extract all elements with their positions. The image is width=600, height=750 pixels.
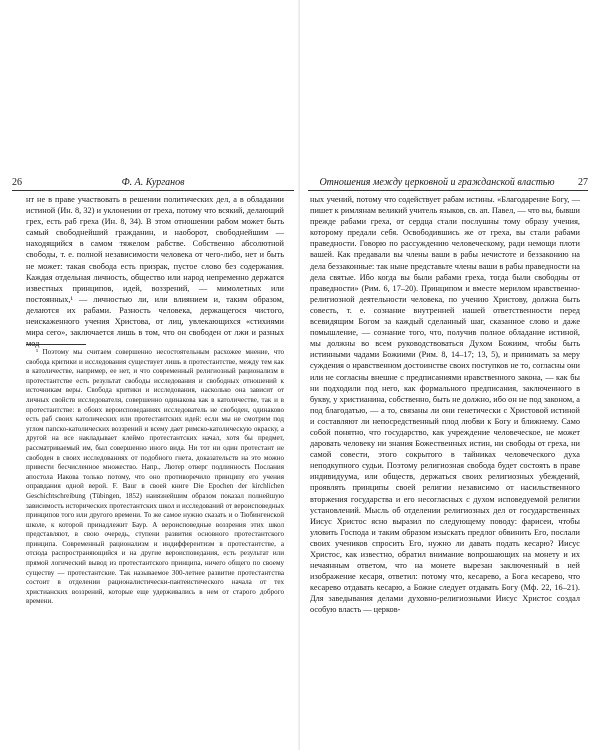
footnote xyxy=(26,348,284,607)
running-head-left xyxy=(12,176,294,190)
paragraph: нт не в праве участвовать в решении политических дел, а в обладании истиной (Ин. 8, 32) и уклонении от греха, потому что всякий, делающий грех, есть раб греха (Ин. 8, 34). В этом отношении рабом может быть самый свободнейший гражданин, и наоборот, свободнейшим — находящийся в самом тяжелом рабстве. Собственно абсолютной свободы, т. е. полной независимости человека от чего-либо, нет и быть не может: такая свобода есть призрак, пустое слово без содержания. Каждая отдельная личность, общество или народ непременно держатся известных принципов, идей, воззрений, — мимолетных или постоянных,¹ — личностью ли, или влиянием и, таким образом, делаются их рабами. Разность человека, держащегося чистого, неискаженного учения Христова, от лиц, увлекающихся «стихиями мира сего», заключается лишь в том, что он свободен от лжи и разных мод xyxy=(26,195,284,349)
footnote-rule xyxy=(26,344,86,345)
right-page xyxy=(300,0,600,750)
running-head-chapter: Отношения между церковной и гражданской властью xyxy=(319,177,555,188)
footnote-text: ¹ Поэтому мы считаем совершенно несостоятельным расхожее мнение, что свобода критики и исследования существует лишь в протестантстве, между тем как в католичестве, например, ее нет, и что современный религиозный рационализм в протестантстве есть результат свободы исследования и свободных отношений к источникам веры. Свобода критики и исследования, насколько она зависит от личных свойств исследователя, совершенно одинакова как в католичестве, так и в протестантстве: в обоих вероисповеданиях исследователь не свободен, одинаково есть раб своих католических или протестантских идей: если мы не смотрим под углом папско-католических воззрений и всему дает римско-католическую окраску, а другой на все накладывает клеймо протестантских начал, хотя бы предмет, рассматриваемый им, был совершенно иного вида. Ни тот ни один протестант не свободен в своих исследованиях от подобного гнета, доказательств на это можно привести бесчисленное множество. Напр., Лютер отверг подлинность Послания апостола Иакова только потому, что оно противоречило принципу его учения оправдания одной верой. F. Baur в своей книге Die Epochen der kirchlichen Geschichtschreibung (Tübingen, 1852) наиязнейшим образом показал полнейшую зависимость исторических протестантских школ и исследований от вероисповедных принципов того или другого времени. То же самое нужно сказать и о Тюбингенской школе, к которой принадлежит Баур. А вероисповедные воззрения этих школ представляют, в свою очередь, ступени развития основного протестантского принципа. Современный рационализм и индифферентизм в протестантстве, а отсюда распространяющийся и на другие вероисповедания, есть результат или прямой логический вывод из протестантского принципа, ничего общего по своему существу — протестантские. Так называемое 300-летнее развитие протестантства состоит в отделении рационалистически-пантеистического начала от тех христианских воззрений, которые еще удерживались в нем от старого доброго времени. xyxy=(26,348,284,606)
main-text-left xyxy=(26,194,284,349)
running-head-right xyxy=(308,176,588,190)
running-head-author: Ф. А. Курганов xyxy=(121,177,185,188)
page-number-right: 27 xyxy=(578,177,588,188)
header-rule-left xyxy=(12,190,294,191)
main-text-right xyxy=(310,194,580,616)
header-rule-right xyxy=(308,190,588,191)
paragraph: ных учений, потому что содействует рабам истины. «Благодарение Богу, — пишет к римлянам великий учитель языков, св. ап. Павел, — что вы, бывши прежде рабами греха, от сердца стали послушны тому образу учения, которому предали себя. Освободившись же от греха, вы стали рабами праведности. Говорю по рассуждению человеческому, ради немощи плоти вашей. Как предавали вы члены ваши в рабы нечистоте и беззаконию на дела беззаконные: так ныне представьте члены ваши в рабы праведности на дела святые. Ибо когда вы были рабами греха, тогда были свободны от праведности» (Рим. 6, 17–20). Принципом и вместе мерилом нравственно-религиозной деятельности человека, по учению Христову, должна быть совесть, т. е. сознание внутренней нашей ответственности перед всевидящим Богом за каждый сделанный шаг, сказанное слово и даже помышление, — сознание того, что, получив полное обладание истиной, мы должны во всем руководствоваться Духом Божиим, чтобы быть истинными чадами Божиими (Рим. 8, 14–17; 13, 5), и принимать за меру суждения о нравственном достоинстве своих поступков не то, согласны они или не согласны внешне с предписаниями нравственного закона, — как бы ни подходили под него, как формального предписания, заключенного в букву, у христианина, собственно, быть не должно, ибо он не под законом, а под благодатью, — а то, связаны ли они генетически с Христовой истиной и составляют ли непосредственный плод любви к Богу и ближнему. Само собой понятно, что государство, как учреждение человеческое, не может даровать человеку ни знания Божественных истин, ни свободы от греха, ни самой совести, этого сокрытого в тайниках человеческого духа неподкупного судьи. Поэтому религиозная свобода будет состоять в праве индивидуума, или обществ, держаться своих религиозных убеждений, проявлять принципы своей религии независимо от насильственного вторжения государства и его несогласных с духом исповедуемой религии установлений. Мысль об отделении религиозных дел от государственных Иисус Христос ясно выразил по следующему поводу: фарисеи, чтобы уловить Господа и таким образом изыскать предлог обвинить Его, послали своих учеников спросить Его, нужно ли давать подать кесарю? Иисус Христос, как известно, обратил внимание вопрошающих на монету и их нечаянным ответом, что на монете вырезан заключенный в ней изображение кесаря, ответил: потому что, кесарево, а Бога кесарево, что кесарево отдавать кесарю, а Божие следует отдавать Богу (Мф. 22, 16–21). Для заведывания делами духовно-религиозными Иисус Христос создал особую власть — церков- xyxy=(310,195,580,615)
page-number-left: 26 xyxy=(12,177,22,188)
